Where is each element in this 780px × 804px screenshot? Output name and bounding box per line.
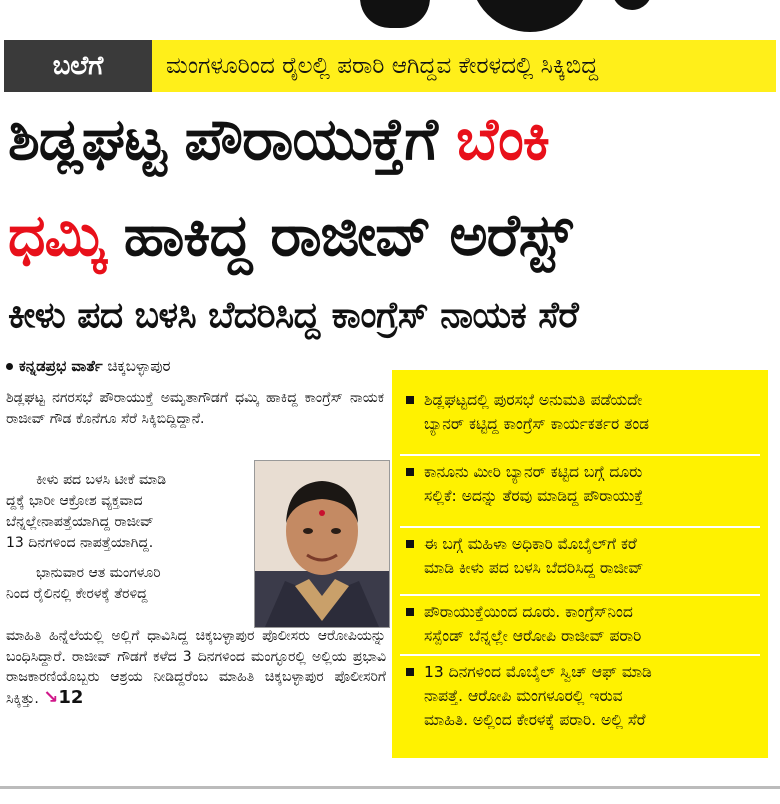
highlight-line: ಈ ಬಗ್ಗೆ ಮಹಿಳಾ ಅಧಿಕಾರಿ ಮೊಬೈಲ್‌ಗೆ ಕರೆ bbox=[424, 535, 637, 553]
highlight-line: ಮಾಡಿ ಕೀಳು ಪದ ಬಳಸಿ ಬೆದರಿಸಿದ್ದ ರಾಜೀವ್ bbox=[424, 559, 644, 577]
headline-red-1: ಬೆಂಕಿ bbox=[456, 105, 549, 173]
article-paragraph-1: ಶಿಡ್ಲಘಟ್ಟ ನಗರಸಭೆ ಪೌರಾಯುಕ್ತೆ ಅಮೃತಾಗೌಡಗೆ ಧಮ್ಕಿ ಹಾಕಿದ್ದ ಕಾಂಗ್ರೆಸ್ ನಾಯಕ ರಾಜೀವ್ ಗೌಡ ಕೊನೆಗೂ ಸೆರೆ ಸಿಕ್ಕಿಬಿದ್ದಿದ್ದಾನೆ. bbox=[6, 390, 384, 427]
divider bbox=[400, 654, 760, 656]
sidebar-highlights bbox=[392, 370, 768, 758]
headline-black-2: ಹಾಕಿದ್ದ ರಾಜೀವ್ ಅರೆಸ್ಟ್ bbox=[104, 201, 572, 269]
headline-black-1: ಶಿಡ್ಲಘಟ್ಟ ಪೌರಾಯುಕ್ತೆಗೆ bbox=[8, 105, 457, 173]
byline bbox=[6, 357, 170, 375]
highlight-line: ಪೌರಾಯುಕ್ತೆಯಿಂದ ದೂರು. ಕಾಂಗ್ರೆಸ್‌ನಿಂದ bbox=[424, 603, 633, 621]
highlight-line: ಸಸ್ಪೆಂಡ್ ಬೆನ್ನಲ್ಲೇ ಆರೋಪಿ ರಾಜೀವ್ ಪರಾರಿ bbox=[424, 627, 642, 645]
masthead-fragment bbox=[0, 0, 780, 34]
divider bbox=[400, 594, 760, 596]
square-bullet-icon bbox=[406, 540, 414, 548]
highlight-line: 13 ದಿನಗಳಿಂದ ಮೊಬೈಲ್ ಸ್ವಿಚ್ ಆಫ್ ಮಾಡಿ bbox=[424, 663, 652, 681]
highlight-line: ಮಾಹಿತಿ. ಅಲ್ಲಿಂದ ಕೇರಳಕ್ಕೆ ಪರಾರಿ. ಅಲ್ಲಿ ಸೆರೆ bbox=[424, 711, 646, 729]
subheadline: ಕೀಳು ಪದ ಬಳಸಿ ಬೆದರಿಸಿದ್ದ ಕಾಂಗ್ರೆಸ್ ನಾಯಕ ಸೆರೆ bbox=[8, 295, 579, 336]
highlight-item bbox=[406, 532, 756, 580]
highlight-line: ಕಾನೂನು ಮೀರಿ ಬ್ಯಾನರ್ ಕಟ್ಟಿದ ಬಗ್ಗೆ ದೂರು bbox=[424, 463, 643, 481]
highlight-line: ಶಿಡ್ಲಘಟ್ಟದಲ್ಲಿ ಪುರಸಭೆ ಅನುಮತಿ ಪಡೆಯದೇ bbox=[424, 391, 643, 409]
kicker-bar bbox=[4, 40, 776, 92]
headline-line-1 bbox=[8, 100, 774, 178]
square-bullet-icon bbox=[406, 396, 414, 404]
bottom-rule bbox=[0, 786, 780, 789]
byline-source: ಕನ್ನಡಪ್ರಭ ವಾರ್ತೆ bbox=[19, 357, 103, 375]
article-p2-line-3: ಬೆನ್ನಲ್ಲೇನಾಪತ್ತೆಯಾಗಿದ್ದ ರಾಜೀವ್ bbox=[6, 514, 154, 530]
article-p3-line-1: ಭಾನುವಾರ ಆತ ಮಂಗಳೂರಿ bbox=[36, 565, 161, 581]
jump-page-number: 12 bbox=[58, 686, 84, 708]
divider bbox=[400, 526, 760, 528]
highlight-line: ನಾಪತ್ತೆ. ಆರೋಪಿ ಮಂಗಳೂರಲ್ಲಿ ಇರುವ bbox=[424, 687, 623, 705]
highlight-item bbox=[406, 660, 756, 732]
jump-arrow-icon: ↘ bbox=[43, 686, 59, 708]
square-bullet-icon bbox=[406, 608, 414, 616]
divider bbox=[400, 454, 760, 456]
article-p2-line-4: 13 ದಿನಗಳಿಂದ ನಾಪತ್ತೆಯಾಗಿದ್ದ. bbox=[6, 535, 154, 551]
page-jump[interactable] bbox=[43, 687, 83, 708]
article-p2-line-2: ದ್ದಕ್ಕೆ ಭಾರೀ ಆಕ್ರೋಶ ವ್ಯಕ್ತವಾದ bbox=[6, 493, 143, 509]
article-p3-text: ಮಾಹಿತಿ ಹಿನ್ನೆಲೆಯಲ್ಲಿ ಅಲ್ಲಿಗೆ ಧಾವಿಸಿದ್ದ ಚಿಕ್ಕಬಳ್ಳಾಪುರ ಪೊಲೀಸರು ಆರೋಪಿಯನ್ನು ಬಂಧಿಸಿದ್ದಾರೆ. ರಾಜೀವ್ ಗೌಡಗೆ ಕಳೆದ 3 ದಿನಗಳಿಂದ ಮಂಗ್ಳೂರಲ್ಲಿ ಅಲ್ಲಿಯ ಪ್ರಭಾವಿ ರಾಜಕಾರಣಿಯೊಬ್ಬರು ಆಶ್ರಯ ನೀಡಿದ್ದರೆಂಬ ಮಾಹಿತಿ ಚಿಕ್ಕಬಳ್ಳಾಪುರ ಪೊಲೀಸರಿಗೆ ಸಿಕ್ಕಿತ್ತು. bbox=[6, 628, 386, 707]
article-p3-rest bbox=[6, 626, 386, 709]
highlight-item bbox=[406, 388, 756, 436]
kicker-text: ಮಂಗಳೂರಿಂದ ರೈಲಲ್ಲಿ ಪರಾರಿ ಆಗಿದ್ದವ ಕೇರಳದಲ್ಲಿ ಸಿಕ್ಕಿಬಿದ್ದ bbox=[152, 40, 776, 92]
article-p3-line-2: ನಿಂದ ರೈಲಿನಲ್ಲಿ ಕೇರಳಕ್ಕೆ ತೆರಳಿದ್ದ bbox=[6, 586, 148, 602]
highlight-item bbox=[406, 460, 756, 508]
byline-place: ಚಿಕ್ಕಬಳ್ಳಾಪುರ bbox=[107, 357, 171, 375]
square-bullet-icon bbox=[406, 668, 414, 676]
portrait-illustration bbox=[255, 461, 389, 627]
kicker-tag: ಬಲೆಗೆ bbox=[4, 40, 152, 92]
bullet-icon bbox=[6, 363, 13, 370]
portrait-photo bbox=[254, 460, 390, 628]
highlight-line: ಬ್ಯಾನರ್ ಕಟ್ಟಿದ್ದ ಕಾಂಗ್ರೆಸ್ ಕಾರ್ಯಕರ್ತರ ತಂಡ bbox=[424, 415, 650, 433]
square-bullet-icon bbox=[406, 468, 414, 476]
highlight-item bbox=[406, 600, 756, 648]
highlight-line: ಸಲ್ಲಿಕೆ: ಅದನ್ನು ತೆರವು ಮಾಡಿದ್ದ ಪೌರಾಯುಕ್ತೆ bbox=[424, 487, 644, 505]
headline-red-2: ಧಮ್ಕಿ bbox=[8, 201, 105, 269]
article-p2-line-1: ಕೀಳು ಪದ ಬಳಸಿ ಟೀಕೆ ಮಾಡಿ bbox=[36, 472, 167, 488]
headline-line-2 bbox=[8, 196, 774, 274]
